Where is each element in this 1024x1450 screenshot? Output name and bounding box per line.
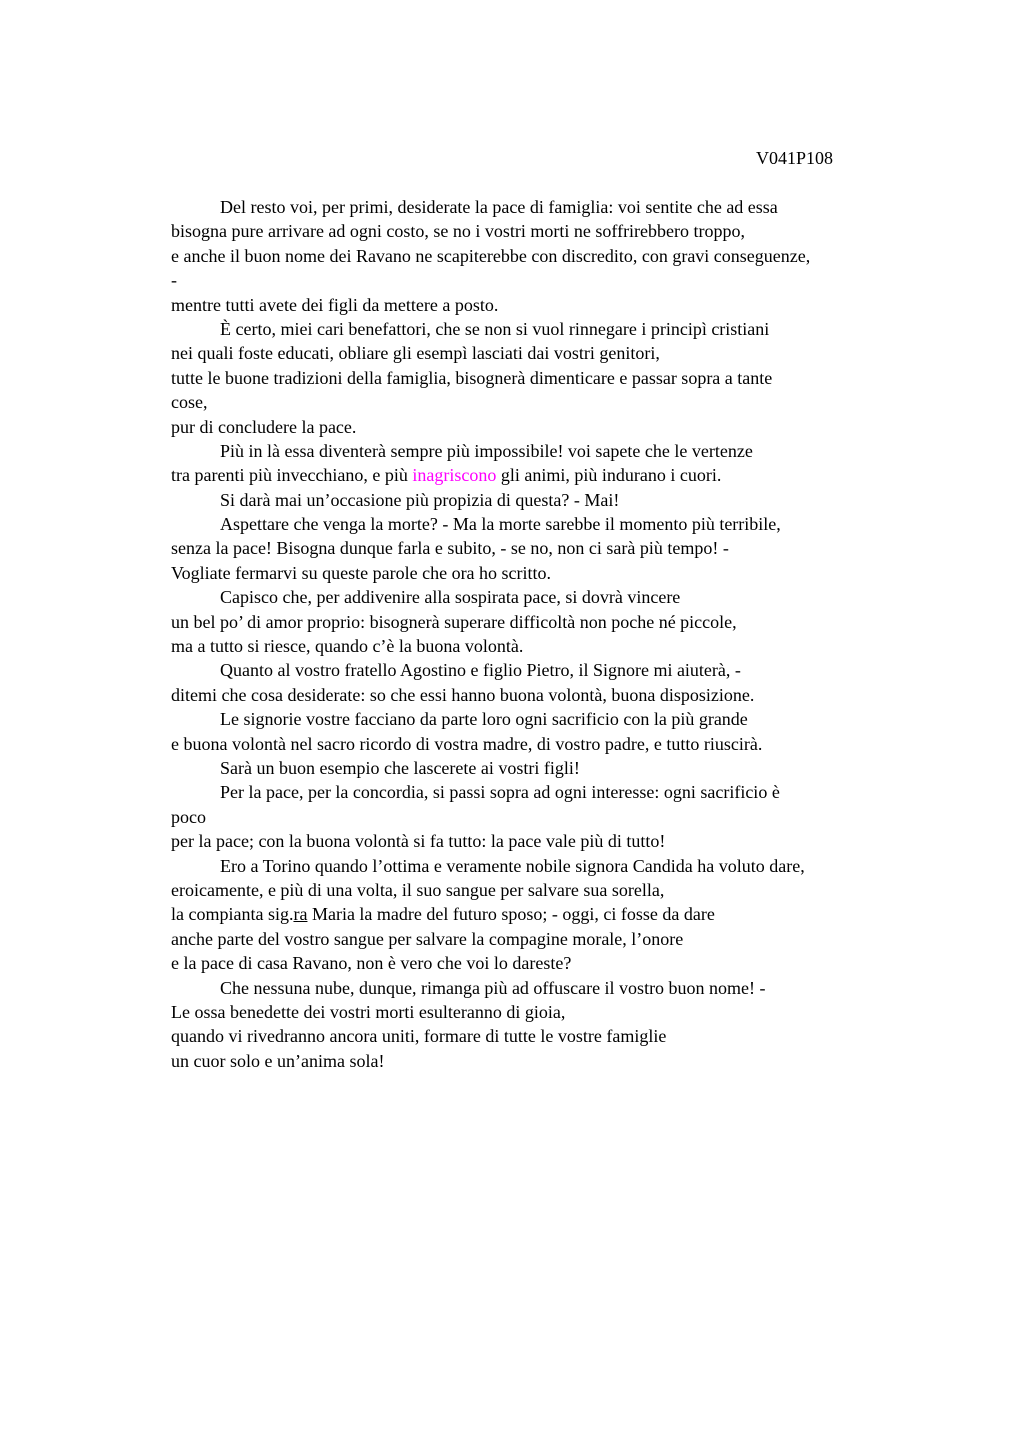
- text-line: Che nessuna nube, dunque, rimanga più ad offuscare il vostro buon nome! -: [220, 977, 766, 998]
- text-segment: la compianta sig.: [171, 904, 294, 925]
- text-line: pur di concludere la pace.: [171, 416, 357, 437]
- text-line: Sarà un buon esempio che lascerete ai vostri figli!: [220, 757, 580, 778]
- text-line: Si darà mai un’occasione più propizia di questa? - Mai!: [220, 489, 620, 510]
- text-line: anche parte del vostro sangue per salvare la compagine morale, l’onore: [171, 928, 684, 949]
- text-line: Del resto voi, per primi, desiderate la pace di famiglia: voi sentite che ad essa: [220, 197, 778, 217]
- text-line: poco: [171, 806, 206, 827]
- text-line: Quanto al vostro fratello Agostino e figlio Pietro, il Signore mi aiuterà, -: [220, 660, 741, 681]
- text-line: Più in là essa diventerà sempre più impossibile! voi sapete che le vertenze: [220, 440, 753, 461]
- text-line: Le signorie vostre facciano da parte loro ogni sacrificio con la più grande: [220, 709, 748, 730]
- text-line: Le ossa benedette dei vostri morti esulteranno di gioia,: [171, 1001, 566, 1022]
- text-line: eroicamente, e più di una volta, il suo sangue per salvare sua sorella,: [171, 879, 665, 900]
- highlighted-word: inagriscono: [412, 465, 497, 486]
- text-line: cose,: [171, 392, 208, 413]
- text-line: Per la pace, per la concordia, si passi sopra ad ogni interesse: ogni sacrificio è: [220, 782, 780, 803]
- text-segment: tra parenti più invecchiano, e più: [171, 465, 413, 486]
- text-line: È certo, miei cari benefattori, che se non si vuol rinnegare i principì cristiani: [220, 318, 770, 339]
- text-line: Vogliate fermarvi su queste parole che ora ho scritto.: [171, 562, 552, 583]
- text-line: Ero a Torino quando l’ottima e veramente nobile signora Candida ha voluto dare,: [220, 855, 805, 876]
- text-line: un cuor solo e un’anima sola!: [171, 1050, 385, 1071]
- text-line: nei quali foste educati, obliare gli esempì lasciati dai vostri genitori,: [171, 343, 660, 364]
- text-segment: gli animi, più indurano i cuori.: [496, 465, 722, 486]
- text-line: quando vi rivedranno ancora uniti, formare di tutte le vostre famiglie: [171, 1026, 667, 1047]
- text-line: e anche il buon nome dei Ravano ne scapiterebbe con discredito, con gravi conseguenze,: [171, 245, 811, 266]
- text-line: -: [171, 270, 177, 291]
- text-line: [171, 902, 931, 926]
- text-segment: Maria la madre del futuro sposo; - oggi, ci fosse da dare: [307, 904, 715, 925]
- text-line: per la pace; con la buona volontà si fa tutto: la pace vale più di tutto!: [171, 831, 666, 852]
- text-line: ditemi che cosa desiderate: so che essi hanno buona volontà, buona disposizione.: [171, 684, 755, 705]
- text-line: tutte le buone tradizioni della famiglia, bisognerà dimenticare e passar sopra a tante: [171, 367, 773, 388]
- text-line: ma a tutto si riesce, quando c’è la buona volontà.: [171, 636, 524, 657]
- text-line: mentre tutti avete dei figli da mettere a posto.: [171, 294, 499, 315]
- text-line: Capisco che, per addivenire alla sospirata pace, si dovrà vincere: [220, 587, 681, 608]
- page-identifier: V041P108: [756, 148, 834, 168]
- text-line: senza la pace! Bisogna dunque farla e subito, - se no, non ci sarà più tempo! -: [171, 538, 729, 559]
- text-line: un bel po’ di amor proprio: bisognerà superare difficoltà non poche né piccole,: [171, 611, 737, 632]
- underlined-abbreviation: ra: [293, 904, 308, 925]
- text-line: Aspettare che venga la morte? - Ma la morte sarebbe il momento più terribile,: [220, 514, 781, 535]
- text-line: e buona volontà nel sacro ricordo di vostra madre, di vostro padre, e tutto riuscirà.: [171, 733, 763, 754]
- text-line: [171, 463, 931, 487]
- text-line: bisogna pure arrivare ad ogni costo, se no i vostri morti ne soffrirebbero troppo,: [171, 221, 746, 242]
- letter-body: [171, 195, 931, 1073]
- text-line: e la pace di casa Ravano, non è vero che voi lo dareste?: [171, 953, 572, 974]
